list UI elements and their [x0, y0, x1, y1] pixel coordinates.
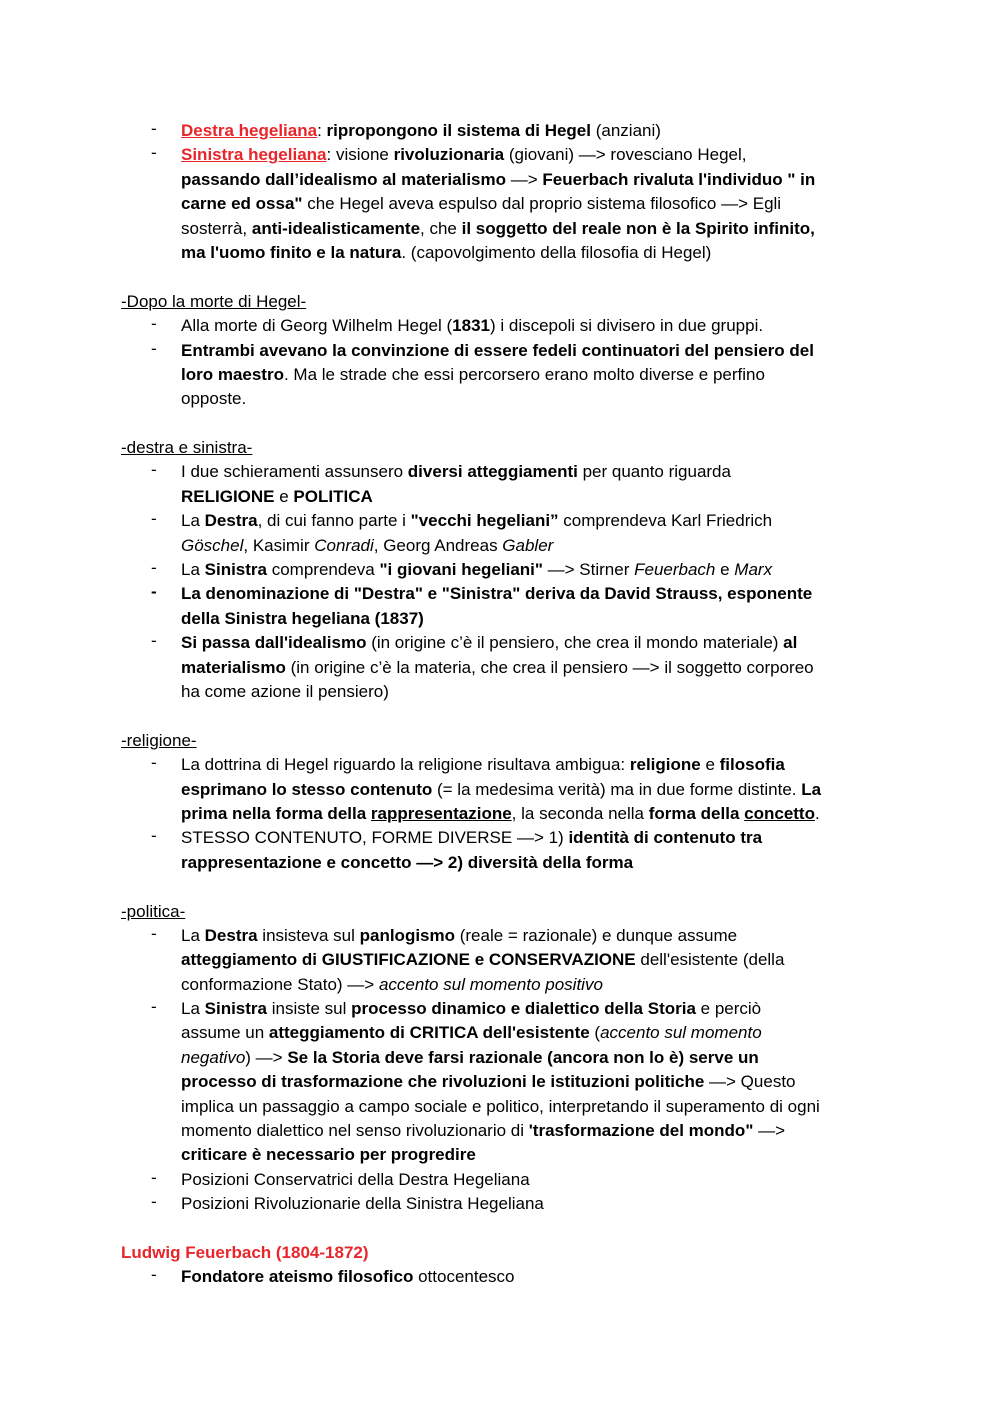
text-line: [181, 1046, 881, 1070]
text-run: accento sul momento: [600, 1023, 762, 1043]
text-run: Gabler: [502, 535, 554, 555]
text-run: prima nella forma della: [181, 803, 371, 823]
text-line: [181, 485, 881, 509]
text-run: "vecchi hegeliani”: [410, 511, 559, 531]
text-run: accento sul momento positivo: [378, 974, 603, 994]
text-run: forma della: [648, 803, 745, 823]
text-run: criticare è necessario per progredire: [181, 1145, 476, 1165]
text-run: Se la Storia deve farsi razionale (ancora non lo è) serve un: [287, 1047, 759, 1067]
bullet-item: [121, 119, 881, 143]
text-line: [181, 143, 881, 167]
text-line: [181, 387, 881, 411]
text-run: : visione: [326, 145, 394, 165]
text-line: [181, 1095, 881, 1119]
text-line: [181, 119, 881, 143]
text-run: comprendeva: [267, 560, 380, 580]
text-run: Destra: [204, 925, 258, 945]
bullet-item: [121, 509, 881, 558]
text-run: -destra e sinistra-: [121, 438, 253, 458]
text-run: POLITICA: [293, 486, 373, 506]
text-line: [181, 607, 881, 631]
text-line: [181, 948, 881, 972]
text-run: , di cui fanno parte i: [257, 511, 411, 531]
text-run: conformazione Stato) —>: [181, 974, 379, 994]
text-run: -religione-: [121, 730, 197, 750]
text-run: insisteva sul: [257, 925, 360, 945]
text-run: (anziani): [591, 121, 661, 140]
text-run: , la seconda nella: [511, 803, 649, 823]
text-line: [181, 1021, 881, 1045]
text-line: [181, 558, 881, 582]
text-run: esprimano lo stesso contenuto: [181, 779, 433, 799]
text-run: rivoluzionaria: [393, 145, 505, 165]
text-line: [181, 241, 881, 265]
text-run: assume un: [181, 1023, 269, 1043]
text-run: comprendeva Karl Friedrich: [558, 511, 773, 531]
text-line: [181, 168, 881, 192]
text-run: ) i discepoli si divisero in due gruppi.: [489, 316, 764, 336]
text-run: religione: [629, 755, 701, 775]
text-line: [181, 1119, 881, 1143]
text-run: rappresentazione: [370, 803, 512, 823]
text-run: negativo: [181, 1047, 246, 1067]
text-run: materialismo: [181, 657, 286, 677]
bullet-item: [121, 582, 881, 631]
text-line: [181, 339, 881, 363]
text-line: [181, 509, 881, 533]
bullet-dash: -: [151, 1265, 157, 1285]
text-run: La: [181, 999, 205, 1019]
bullet-dash: -: [151, 1167, 157, 1187]
text-run: processo di trasformazione che rivoluzioni le istituzioni politiche: [181, 1072, 705, 1092]
text-run: Feuerbach rivaluta l'individuo " in: [542, 169, 816, 189]
text-run: Fondatore ateismo filosofico: [181, 1267, 414, 1287]
text-line: [181, 680, 881, 704]
text-run: loro maestro: [181, 364, 284, 384]
text-run: —>: [506, 169, 543, 189]
section-heading: [121, 900, 881, 924]
text-run: anti-idealisticamente: [251, 218, 421, 238]
text-run: e: [715, 560, 735, 580]
text-run: Destra hegeliana: [181, 121, 318, 140]
paragraph-gap: [121, 412, 881, 436]
bullet-dash: -: [151, 338, 157, 358]
text-run: Conradi: [314, 535, 374, 555]
section-heading: [121, 290, 881, 314]
text-run: della Sinistra hegeliana (1837): [181, 608, 424, 628]
text-run: -Dopo la morte di Hegel-: [121, 291, 307, 311]
text-run: :: [317, 121, 327, 140]
bullet-item: [121, 997, 881, 1168]
bullet-dash: -: [151, 753, 157, 773]
text-run: (in origine c’è il pensiero, che crea il mondo materiale): [366, 633, 784, 653]
text-line: [181, 1265, 881, 1289]
text-run: . Ma le strade che essi percorsero erano molto diverse e perfino: [283, 364, 765, 384]
text-run: Sinistra: [204, 999, 267, 1019]
bullet-item: [121, 1265, 881, 1289]
document-body: [121, 119, 881, 1290]
text-run: ottocentesco: [413, 1267, 515, 1287]
text-run: —>: [753, 1121, 786, 1141]
text-run: al: [783, 633, 798, 653]
bullet-dash: -: [151, 558, 157, 578]
text-run: La denominazione di "Destra" e "Sinistra" deriva da David Strauss, esponente: [181, 584, 813, 604]
text-run: La: [181, 560, 205, 580]
bullet-item: [121, 753, 881, 826]
text-run: ma l'uomo finito e la natura: [181, 242, 402, 262]
bullet-dash: -: [151, 631, 157, 651]
text-run: per quanto riguarda: [577, 462, 731, 482]
text-run: —> Questo: [704, 1072, 796, 1092]
text-run: Feuerbach: [634, 560, 716, 580]
bullet-item: [121, 460, 881, 509]
text-run: STESSO CONTENUTO, FORME DIVERSE —> 1): [181, 828, 569, 848]
text-line: [181, 534, 881, 558]
text-run: panlogismo: [359, 925, 456, 945]
text-line: [181, 973, 881, 997]
text-run: ) —>: [245, 1047, 288, 1067]
text-run: momento dialettico nel senso rivoluzionario di: [181, 1121, 529, 1141]
text-run: .: [814, 803, 820, 823]
text-line: [181, 217, 881, 241]
text-run: (giovani) —> rovesciano Hegel,: [504, 145, 747, 165]
text-run: che Hegel aveva espulso dal proprio sistema filosofico —> Egli: [302, 194, 782, 214]
text-run: (= la medesima verità) ma in due forme distinte.: [432, 779, 802, 799]
paragraph-gap: [121, 875, 881, 899]
bullet-item: [121, 314, 881, 338]
text-run: sosterrà,: [181, 218, 252, 238]
text-run: "i giovani hegeliani": [379, 560, 543, 580]
text-run: —> Stirner: [542, 560, 635, 580]
text-run: , Kasimir: [243, 535, 315, 555]
text-run: concetto: [744, 803, 815, 823]
text-run: e: [700, 755, 720, 775]
text-run: Destra: [204, 511, 258, 531]
bullet-dash: -: [151, 1192, 157, 1212]
text-line: [181, 778, 881, 802]
text-line: [181, 826, 881, 850]
text-run: , Georg Andreas: [373, 535, 503, 555]
text-run: -politica-: [121, 901, 186, 921]
text-run: passando dall’idealismo al materialismo: [181, 169, 507, 189]
text-run: e: [274, 486, 294, 506]
text-run: implica un passaggio a campo sociale e politico, interpretando il superamento di ogni: [181, 1096, 820, 1116]
text-run: filosofia: [719, 755, 785, 775]
bullet-dash: -: [151, 143, 157, 163]
text-run: La: [181, 925, 205, 945]
text-line: [181, 656, 881, 680]
bullet-dash: -: [151, 119, 157, 138]
bullet-item: [121, 826, 881, 875]
section-heading: [121, 729, 881, 753]
bullet-dash: -: [151, 826, 157, 846]
text-run: Ludwig Feuerbach (1804-1872): [121, 1242, 369, 1262]
text-run: e perciò: [695, 999, 762, 1019]
text-run: ha come azione il pensiero): [181, 681, 389, 701]
text-line: [181, 997, 881, 1021]
bullet-dash: -: [151, 923, 157, 943]
text-run: Entrambi avevano la convinzione di essere fedeli continuatori del pensiero del: [181, 340, 814, 360]
text-run: carne ed ossa": [181, 194, 303, 214]
bullet-dash: -: [151, 997, 157, 1017]
text-line: [181, 851, 881, 875]
text-run: (reale = razionale) e dunque assume: [455, 925, 738, 945]
text-run: Posizioni Rivoluzionarie della Sinistra Hegeliana: [181, 1194, 544, 1214]
text-line: [181, 1192, 881, 1216]
text-line: [181, 1143, 881, 1167]
text-run: opposte.: [181, 389, 247, 409]
paragraph-gap: [121, 704, 881, 728]
text-run: ripropongono il sistema di Hegel: [326, 121, 591, 140]
text-run: atteggiamento di CRITICA dell'esistente: [268, 1023, 590, 1043]
text-run: dell'esistente (della: [635, 950, 785, 970]
paragraph-gap: [121, 265, 881, 289]
text-run: Si passa dall'idealismo: [181, 633, 367, 653]
bullet-dash: -: [151, 509, 157, 529]
text-run: identità di contenuto tra: [568, 828, 763, 848]
text-run: . (capovolgimento della filosofia di Hegel): [401, 242, 712, 262]
text-line: [181, 582, 881, 606]
bullet-dash: -: [151, 314, 157, 334]
text-run: , che: [420, 218, 462, 238]
text-run: La dottrina di Hegel riguardo la religione risultava ambigua:: [181, 755, 630, 775]
bullet-item: [121, 558, 881, 582]
section-heading: [121, 436, 881, 460]
text-line: [181, 753, 881, 777]
paragraph-gap: [121, 1217, 881, 1241]
text-run: atteggiamento di GIUSTIFICAZIONE e CONSERVAZIONE: [181, 950, 636, 970]
text-run: La: [181, 511, 205, 531]
bullet-dash: -: [151, 460, 157, 480]
text-line: [181, 1070, 881, 1094]
text-run: il soggetto del reale non è la Spirito infinito,: [461, 218, 815, 238]
text-run: 'trasformazione del mondo": [528, 1121, 754, 1141]
text-run: 1831: [452, 316, 490, 336]
text-run: Posizioni Conservatrici della Destra Hegeliana: [181, 1169, 530, 1189]
bullet-dash: -: [151, 582, 157, 602]
text-run: Marx: [734, 560, 773, 580]
text-run: (: [589, 1023, 601, 1043]
text-run: Sinistra hegeliana: [181, 145, 327, 165]
text-run: RELIGIONE: [181, 486, 275, 506]
text-line: [181, 460, 881, 484]
text-line: [181, 363, 881, 387]
text-run: La: [801, 779, 822, 799]
text-run: (in origine c’è la materia, che crea il pensiero —> il soggetto corporeo: [285, 657, 814, 677]
section-heading: [121, 1241, 881, 1265]
bullet-item: [121, 1192, 881, 1216]
text-line: [181, 802, 881, 826]
text-line: [181, 924, 881, 948]
bullet-item: [121, 1168, 881, 1192]
text-run: diversi atteggiamenti: [407, 462, 578, 482]
bullet-item: [121, 924, 881, 997]
text-run: insiste sul: [267, 999, 352, 1019]
text-line: [181, 631, 881, 655]
bullet-item: [121, 339, 881, 412]
bullet-item: [121, 143, 881, 265]
bullet-item: [121, 631, 881, 704]
text-run: rappresentazione e concetto —> 2) diversità della forma: [181, 852, 634, 872]
text-run: I due schieramenti assunsero: [181, 462, 408, 482]
text-line: [181, 314, 881, 338]
text-run: Göschel: [181, 535, 244, 555]
text-run: Sinistra: [204, 560, 267, 580]
text-run: Alla morte di Georg Wilhelm Hegel (: [181, 316, 453, 336]
text-line: [181, 1168, 881, 1192]
text-line: [181, 192, 881, 216]
text-run: processo dinamico e dialettico della Storia: [351, 999, 696, 1019]
